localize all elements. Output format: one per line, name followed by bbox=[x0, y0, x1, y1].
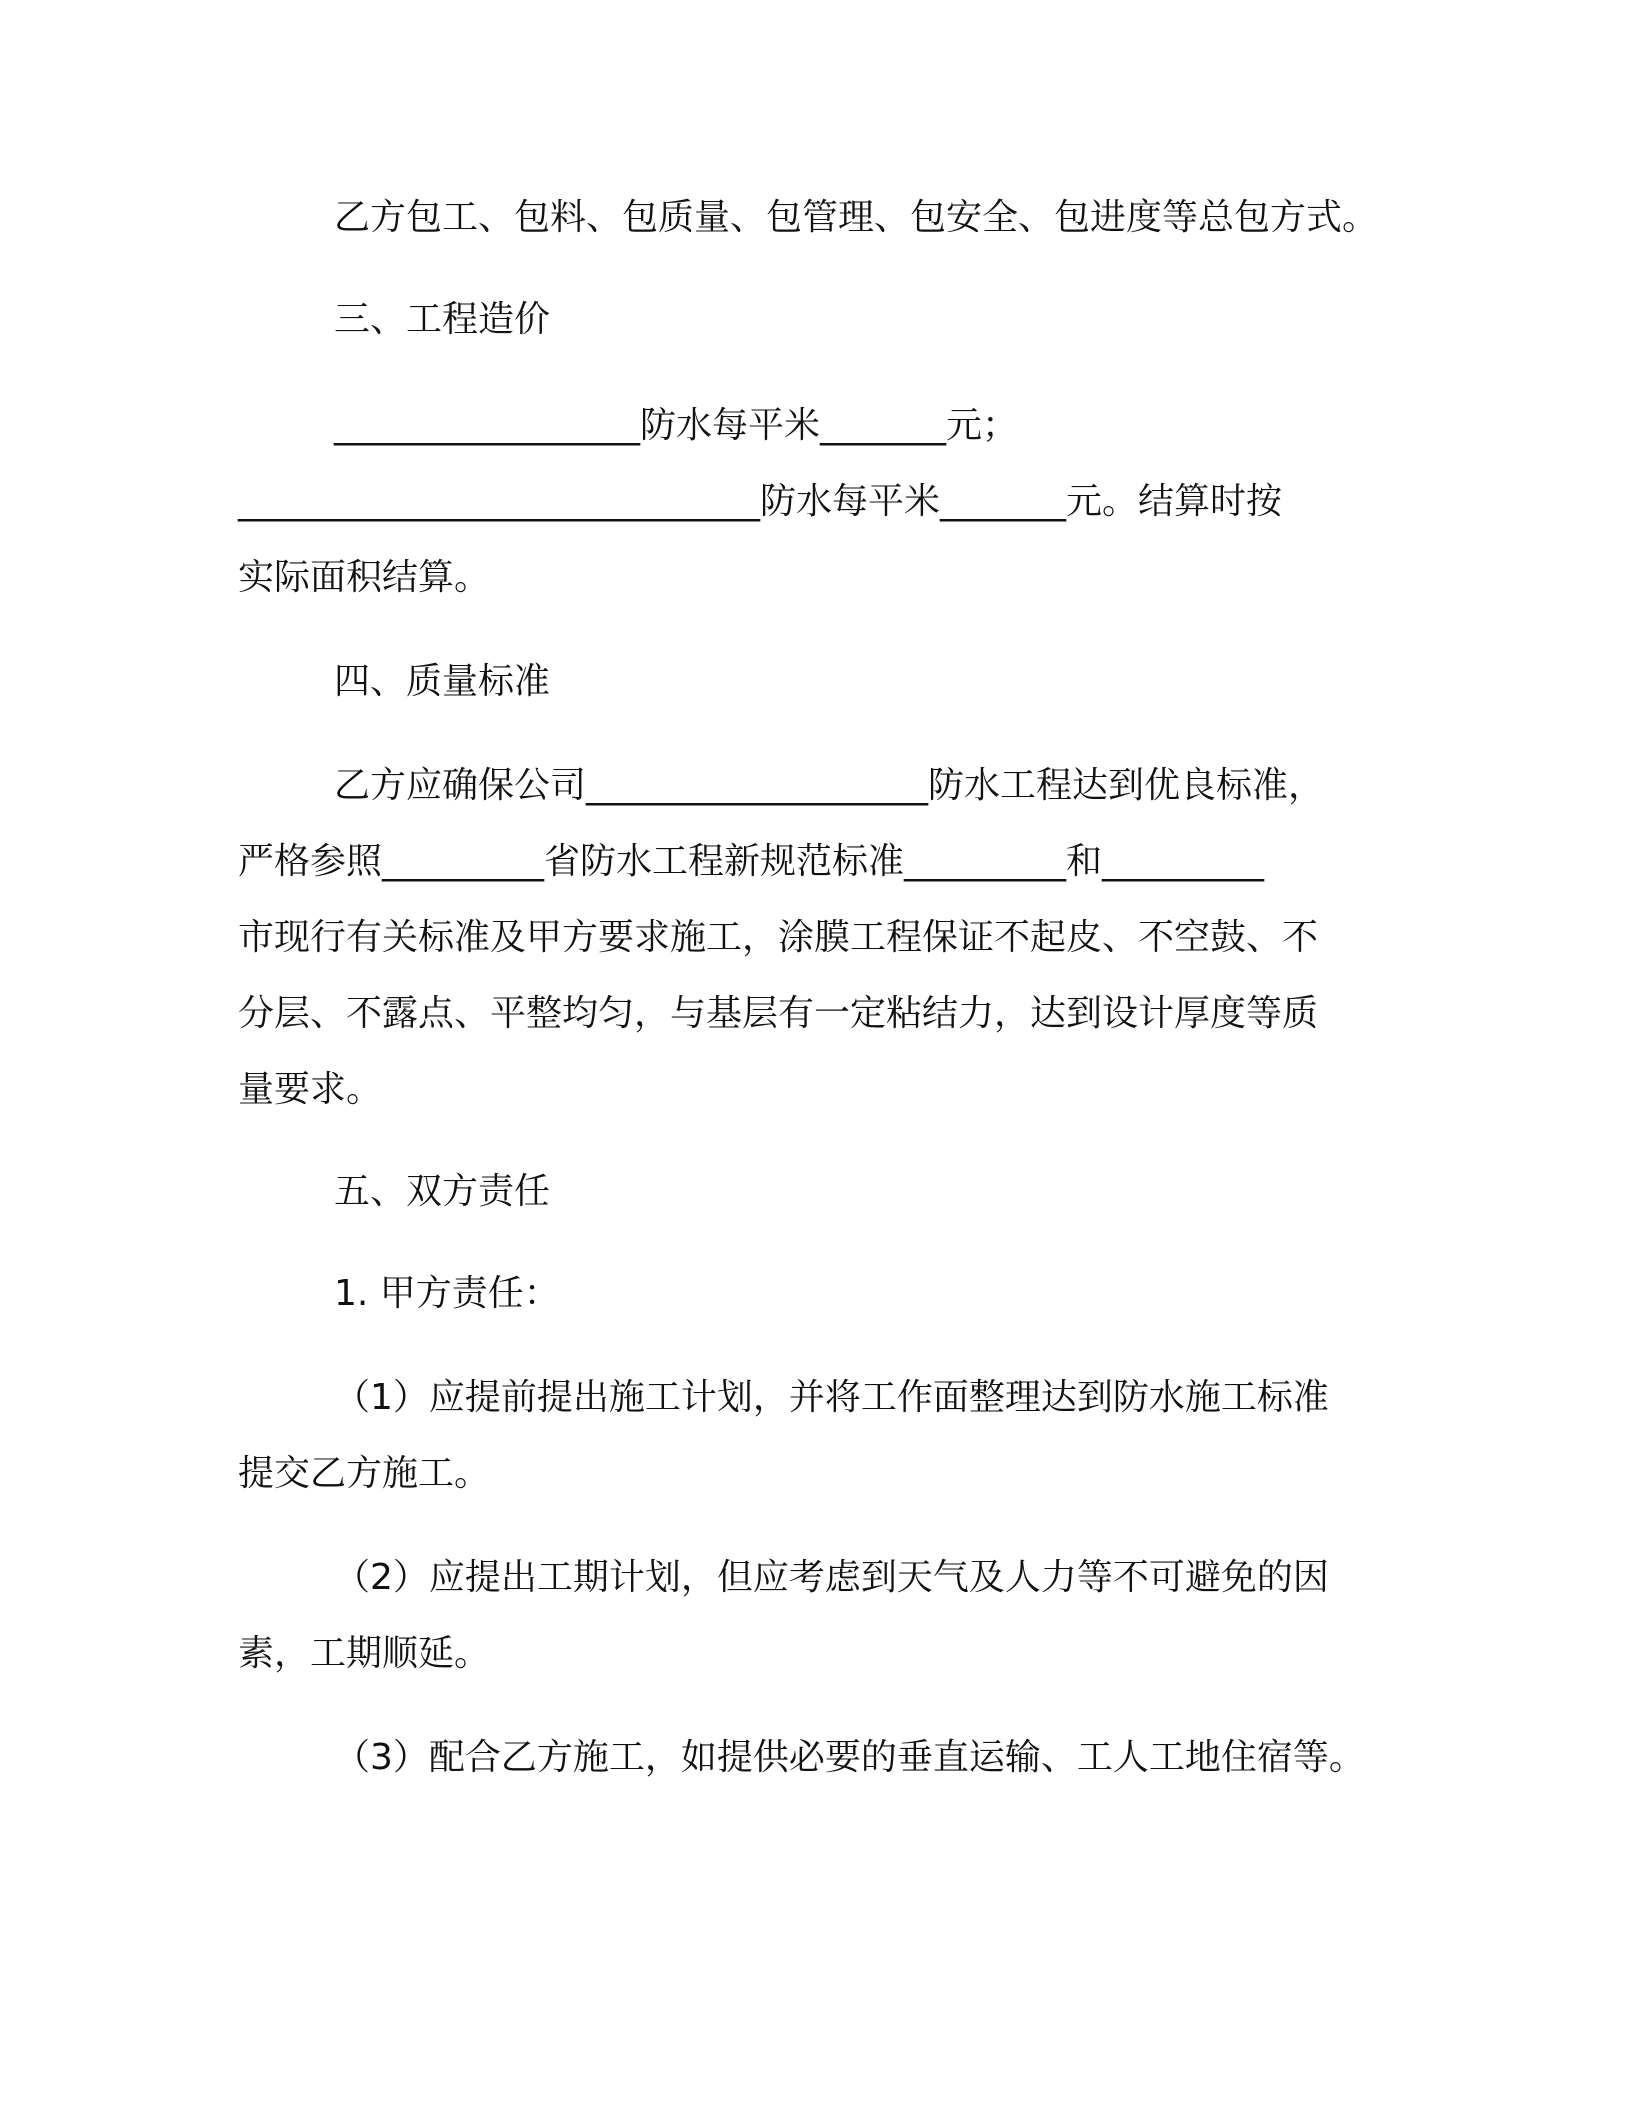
subheading-party-a: 1. 甲方责任： bbox=[334, 1273, 560, 1314]
text-line-item3-1: （3）配合乙方施工，如提供必要的垂直运输、工人工地住宿等。 bbox=[334, 1737, 1365, 1778]
text-line-quality-5: 量要求。 bbox=[238, 1069, 383, 1110]
text-line-quality-2: 严格参照_________省防水工程新规范标准_________和_________ bbox=[238, 841, 1265, 882]
text-line-quality-4: 分层、不露点、平整均匀，与基层有一定粘结力，达到设计厚度等质 bbox=[238, 993, 1319, 1034]
text-line-quality-3: 市现行有关标准及甲方要求施工，涂膜工程保证不起皮、不空鼓、不 bbox=[238, 917, 1319, 958]
section-heading-responsibilities: 五、双方责任 bbox=[334, 1171, 551, 1212]
text-line-item2-1: （2）应提出工期计划，但应考虑到天气及人力等不可避免的因 bbox=[334, 1557, 1329, 1598]
text-line-item2-2: 素，工期顺延。 bbox=[238, 1633, 491, 1674]
text-line-price-3: 实际面积结算。 bbox=[238, 557, 491, 598]
section-heading-quality: 四、质量标准 bbox=[334, 661, 551, 702]
section-heading-price: 三、工程造价 bbox=[334, 299, 551, 340]
text-line-quality-1: 乙方应确保公司___________________防水工程达到优良标准， bbox=[334, 765, 1325, 806]
text-line-contract-method: 乙方包工、包料、包质量、包管理、包安全、包进度等总包方式。 bbox=[334, 197, 1379, 238]
text-line-price-2: _____________________________防水每平米_______元。结算时按 bbox=[238, 481, 1283, 522]
text-line-price-1: _________________防水每平米_______元； bbox=[334, 405, 1019, 446]
text-line-item1-2: 提交乙方施工。 bbox=[238, 1453, 491, 1494]
text-line-item1-1: （1）应提前提出施工计划，并将工作面整理达到防水施工标准 bbox=[334, 1377, 1329, 1418]
